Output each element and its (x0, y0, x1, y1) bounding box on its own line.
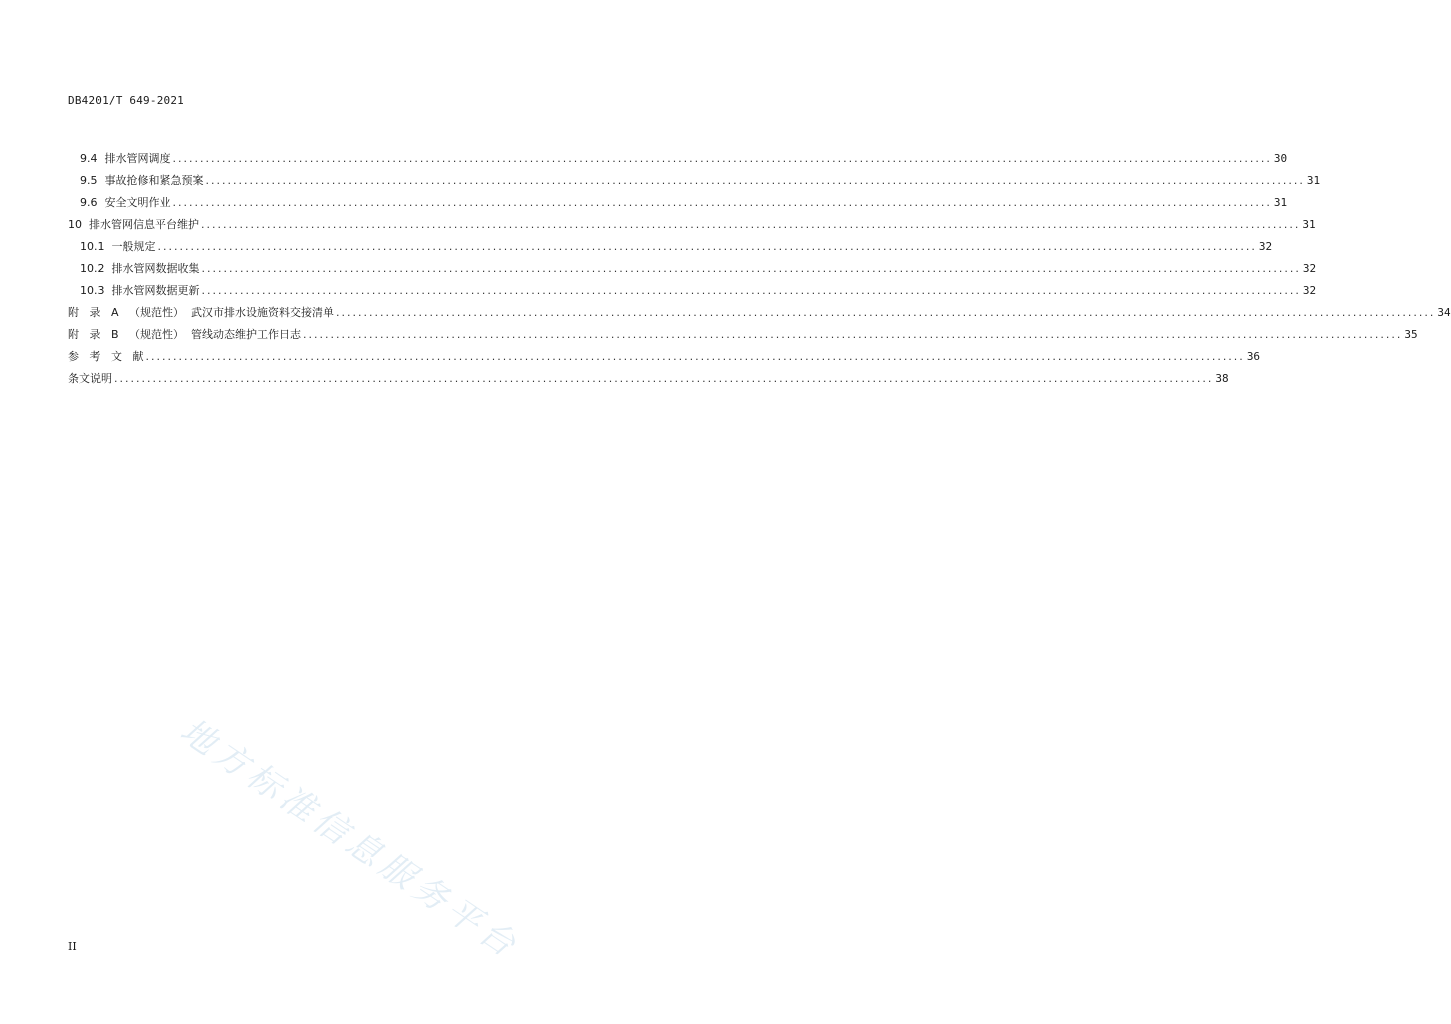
toc-entry-page: 31 (1302, 218, 1316, 231)
toc-entry-label: 10.1 一般规定 (80, 240, 156, 253)
toc-leader-dots: ........................................................................................................................................................................................................ (145, 350, 1245, 363)
table-of-contents (68, 148, 1451, 390)
toc-entry-page: 32 (1302, 262, 1317, 275)
watermark: 地方标准信息服务平台 (172, 710, 527, 968)
toc-entry-page: 38 (1215, 372, 1229, 385)
page-number: II (68, 940, 77, 953)
toc-entry[interactable] (68, 368, 1229, 390)
toc-entry-page: 31 (1306, 174, 1321, 187)
toc-entry-label: 9.6 安全文明作业 (80, 196, 171, 209)
toc-entry-page: 31 (1273, 196, 1288, 209)
toc-entry[interactable] (68, 170, 1321, 192)
toc-entry-label: 9.5 事故抢修和紧急预案 (80, 174, 204, 187)
toc-entry[interactable] (68, 324, 1418, 346)
toc-entry-page: 35 (1404, 328, 1418, 341)
toc-entry-page: 36 (1246, 350, 1261, 363)
toc-entry-label: 附 录 A （规范性） 武汉市排水设施资料交接清单 (68, 306, 334, 319)
toc-leader-dots: ........................................................................................................................................................................................................ (201, 262, 1301, 275)
toc-leader-dots: ........................................................................................................................................................................................................ (172, 196, 1272, 209)
toc-entry[interactable] (68, 280, 1317, 302)
toc-leader-dots: ........................................................................................................................................................................................................ (303, 328, 1403, 341)
toc-leader-dots: ........................................................................................................................................................................................................ (114, 372, 1214, 385)
toc-leader-dots: ........................................................................................................................................................................................................ (205, 174, 1305, 187)
toc-entry[interactable] (68, 258, 1317, 280)
document-code: DB4201/T 649-2021 (68, 94, 184, 107)
toc-entry[interactable] (68, 346, 1261, 368)
toc-leader-dots: ........................................................................................................................................................................................................ (157, 240, 1257, 253)
toc-entry[interactable] (68, 236, 1273, 258)
toc-entry[interactable] (68, 192, 1288, 214)
toc-entry-label: 9.4 排水管网调度 (80, 152, 171, 165)
toc-entry-label: 条文说明 (68, 372, 112, 385)
toc-entry-label: 附 录 B （规范性） 管线动态维护工作日志 (68, 328, 302, 341)
toc-leader-dots: ........................................................................................................................................................................................................ (201, 284, 1301, 297)
toc-leader-dots: ........................................................................................................................................................................................................ (172, 152, 1272, 165)
toc-entry-label: 参 考 文 献 (68, 350, 144, 363)
toc-entry[interactable] (68, 302, 1451, 324)
toc-entry-page: 30 (1273, 152, 1288, 165)
toc-entry[interactable] (68, 148, 1288, 170)
toc-entry-label: 10.3 排水管网数据更新 (80, 284, 200, 297)
toc-leader-dots: ........................................................................................................................................................................................................ (201, 218, 1301, 231)
toc-entry-page: 34 (1437, 306, 1451, 319)
toc-entry-page: 32 (1302, 284, 1317, 297)
toc-leader-dots: ........................................................................................................................................................................................................ (336, 306, 1436, 319)
toc-entry-label: 10.2 排水管网数据收集 (80, 262, 200, 275)
toc-entry[interactable] (68, 214, 1316, 236)
toc-entry-label: 10 排水管网信息平台维护 (68, 218, 199, 231)
toc-entry-page: 32 (1258, 240, 1273, 253)
